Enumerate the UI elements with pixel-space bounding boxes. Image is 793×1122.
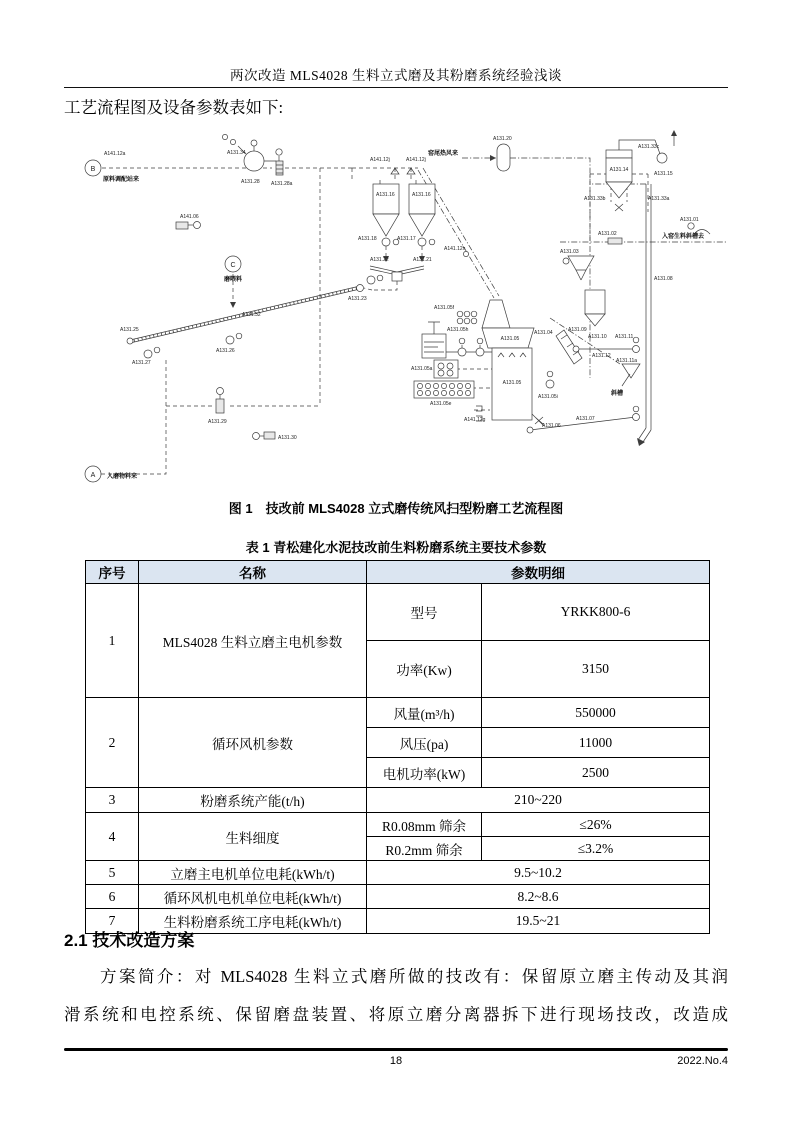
diagram-equipment-label: A131.01: [680, 217, 699, 223]
diagram-equipment-label: A131.15: [654, 171, 673, 177]
diagram-equipment-label: A131.25: [120, 327, 139, 333]
cell-param-value: 210~220: [367, 788, 710, 813]
table-caption: 表 1 青松建化水泥技改前生料粉磨系统主要技术参数: [245, 540, 547, 555]
diagram-equipment-label: A131.05f: [434, 305, 455, 311]
diagram-annotation: 磨喂料: [224, 277, 243, 283]
diagram-equipment-label: A131.33b: [584, 196, 606, 202]
cell-name: 循环风机参数: [139, 698, 367, 788]
cell-param-value: ≤26%: [482, 813, 710, 837]
diagram-equipment-label: A131.05a: [411, 366, 433, 372]
table-row: [86, 584, 710, 641]
diagram-equipment-label: A131.23: [348, 296, 367, 302]
cell-name: 立磨主电机单位电耗(kWh/t): [139, 861, 367, 885]
cell-name: MLS4028 生料立磨主电机参数: [139, 584, 367, 698]
diagram-equipment-label: A131.16: [376, 192, 395, 198]
cell-param-value: 3150: [482, 641, 710, 698]
table-row: [86, 813, 710, 837]
cell-param-value: 550000: [482, 698, 710, 728]
cell-param-value: YRKK800-6: [482, 584, 710, 641]
table-header-row: [86, 561, 710, 584]
process-flow-figure: [70, 128, 730, 500]
diagram-annotation: 窑尾热风来: [428, 151, 459, 157]
diagram-equipment-label: A141.12j: [370, 157, 390, 163]
cell-param-value: 9.5~10.2: [367, 861, 710, 885]
col-header-detail: 参数明细: [367, 561, 710, 584]
diagram-annotation: 斜槽: [611, 391, 624, 397]
diagram-equipment-label: A131.05: [500, 336, 520, 342]
diagram-equipment-label: A141.12h: [444, 246, 466, 252]
section-heading: 2.1 技术改造方案: [64, 931, 195, 950]
diagram-equipment-label: A131.05h: [447, 327, 469, 333]
cell-no: 1: [86, 584, 139, 698]
diagram-annotation: 入窑生料斜槽去: [662, 234, 705, 240]
cell-param-value: 19.5~21: [367, 909, 710, 934]
cell-param-value: 11000: [482, 728, 710, 758]
parameters-table: [85, 560, 710, 934]
diagram-equipment-label: A131.20: [493, 136, 512, 142]
footer-rule: [64, 1048, 728, 1051]
cell-param-value: ≤3.2%: [482, 837, 710, 861]
cell-param-label: 风量(m³/h): [367, 698, 482, 728]
diagram-equipment-label: A131.08: [654, 276, 673, 282]
header-rule: [64, 87, 728, 88]
cell-param-value: 2500: [482, 758, 710, 788]
diagram-equipment-label: A131.29: [208, 419, 227, 425]
diagram-equipment-label: A: [90, 472, 96, 479]
diagram-equipment-label: A131.05: [502, 380, 522, 386]
diagram-equipment-label: A141.06: [180, 214, 199, 220]
diagram-equipment-label: A131.33a: [648, 196, 670, 202]
table-row: [86, 788, 710, 813]
figure-caption: 图 1 技改前 MLS4028 立式磨传统风扫型粉磨工艺流程图: [228, 501, 564, 516]
diagram-equipment-label: A131.05i: [538, 394, 558, 400]
diagram-annotation: 原料调配站来: [103, 177, 140, 183]
cell-name: 循环风机电机单位电耗(kWh/t): [139, 885, 367, 909]
table-row: [86, 885, 710, 909]
cell-param-label: 功率(Kw): [367, 641, 482, 698]
cell-param-label: R0.2mm 筛余: [367, 837, 482, 861]
intro-text: 工艺流程图及设备参数表如下:: [64, 98, 284, 117]
diagram-equipment-label: A131.22: [370, 257, 389, 263]
diagram-equipment-label: A131.14: [609, 167, 629, 173]
col-header-name: 名称: [139, 561, 367, 584]
cell-name: 生料细度: [139, 813, 367, 861]
col-header-no: 序号: [86, 561, 139, 584]
diagram-equipment-label: C: [230, 262, 236, 269]
diagram-equipment-label: A131.11: [615, 334, 634, 340]
cell-no: 2: [86, 698, 139, 788]
cell-no: 5: [86, 861, 139, 885]
diagram-equipment-label: A131.05e: [430, 401, 452, 407]
diagram-equipment-label: A131.03: [560, 249, 579, 255]
footer-page-number: 18: [389, 1055, 403, 1067]
diagram-equipment-label: A131.21: [413, 257, 432, 263]
diagram-equipment-label: A131.26: [216, 348, 235, 354]
diagram-equipment-label: A131.17: [397, 236, 416, 242]
diagram-equipment-label: A131.16: [412, 192, 431, 198]
cell-param-label: 电机功率(kW): [367, 758, 482, 788]
diagram-equipment-label: A131.04: [534, 330, 553, 336]
body-paragraph-line: 方案简介：对 MLS4028 生料立式磨所做的技改有：保留原立磨主传动及其润: [100, 967, 728, 986]
diagram-equipment-label: B: [90, 166, 96, 173]
cell-no: 7: [86, 909, 139, 934]
diagram-equipment-label: A141.12j: [406, 157, 426, 163]
diagram-equipment-label: A131.09: [568, 327, 587, 333]
diagram-equipment-label: A131.30: [278, 435, 297, 441]
header-title: 两次改造 MLS4028 生料立式磨及其粉磨系统经验浅谈: [229, 68, 562, 83]
diagram-equipment-label: A141.12g: [464, 417, 486, 423]
cell-param-value: 8.2~8.6: [367, 885, 710, 909]
diagram-equipment-label: A131.34: [227, 150, 246, 156]
body-paragraph-line: 滑系统和电控系统、保留磨盘装置、将原立磨分离器拆下进行现场技改，改造成: [64, 1005, 728, 1024]
diagram-equipment-label: A131.07: [576, 416, 595, 422]
diagram-equipment-label: A131.27: [132, 360, 151, 366]
table-row: [86, 698, 710, 728]
diagram-equipment-label: A131.10: [588, 334, 607, 340]
footer-issue-number: 2022.No.4: [677, 1055, 728, 1067]
cell-param-label: 风压(pa): [367, 728, 482, 758]
cell-no: 4: [86, 813, 139, 861]
diagram-equipment-label: A131.33c: [638, 144, 660, 150]
cell-name: 粉磨系统产能(t/h): [139, 788, 367, 813]
diagram-equipment-label: A131.11a: [616, 358, 638, 364]
diagram-equipment-label: A131.02: [598, 231, 617, 237]
diagram-equipment-label: A141.12a: [104, 151, 126, 157]
diagram-equipment-label: A131.28: [241, 179, 260, 185]
cell-param-label: R0.08mm 筛余: [367, 813, 482, 837]
cell-name: 生料粉磨系统工序电耗(kWh/t): [139, 909, 367, 934]
diagram-annotation: 入磨物料来: [107, 474, 138, 480]
cell-param-label: 型号: [367, 584, 482, 641]
diagram-equipment-label: A131.12: [592, 353, 611, 359]
diagram-equipment-label: A131.28a: [271, 181, 293, 187]
process-flow-diagram: [70, 128, 730, 500]
cell-no: 6: [86, 885, 139, 909]
table-row: [86, 861, 710, 885]
diagram-equipment-label: A131.18: [358, 236, 377, 242]
diagram-equipment-label: A131.32: [242, 312, 261, 318]
diagram-equipment-label: A131.06: [542, 423, 561, 429]
cell-no: 3: [86, 788, 139, 813]
